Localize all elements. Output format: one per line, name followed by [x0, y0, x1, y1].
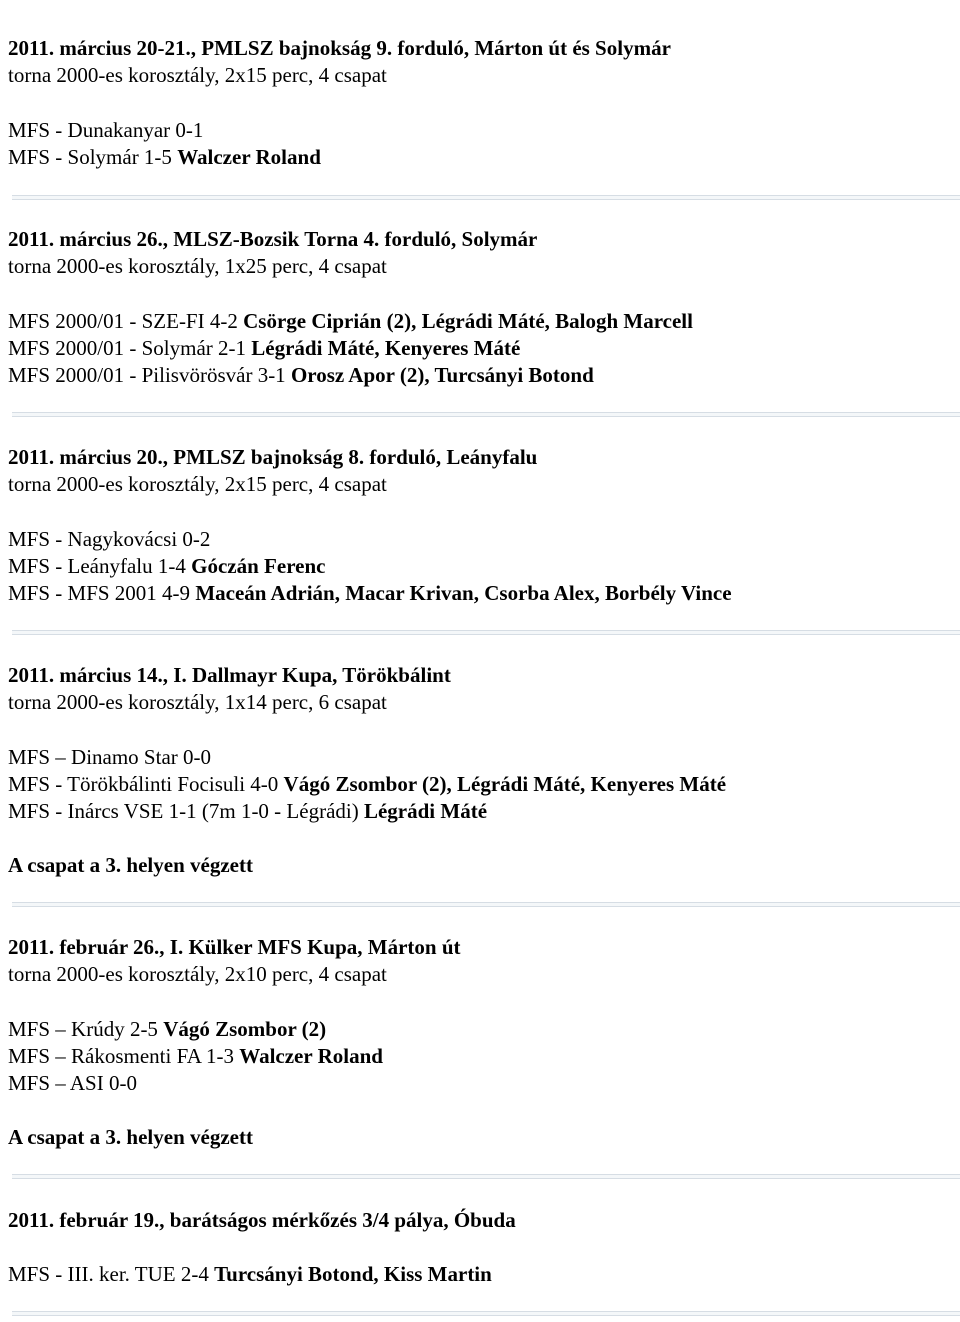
match-result: MFS 2000/01 - Solymár 2-1: [8, 335, 252, 360]
section-date: 2011. február 26.: [8, 935, 160, 959]
match-result: MFS 2000/01 - SZE-FI 4-2: [8, 308, 244, 333]
result-section: [8, 35, 952, 171]
section-divider: [12, 1311, 960, 1316]
match-result: MFS 2000/01 - Pilisvörösvár 3-1: [8, 362, 291, 387]
section-subtitle: torna 2000-es korosztály, 2x10 perc, 4 csapat: [8, 962, 387, 987]
match-line: [8, 1016, 461, 1043]
match-scorers: Góczán Ferenc: [191, 553, 326, 578]
section-subtitle: torna 2000-es korosztály, 2x15 perc, 4 csapat: [8, 472, 387, 497]
match-scorers: Orosz Apor (2), Turcsányi Botond: [290, 362, 594, 387]
match-line: [8, 526, 732, 553]
match-scorers: Vágó Zsombor (2), Légrádi Máté, Kenyeres Máté: [283, 771, 727, 796]
match-scorers: Csörge Ciprián (2), Légrádi Máté, Balogh Marcell: [243, 308, 693, 333]
match-result: MFS - Nagykovácsi 0-2: [8, 526, 211, 551]
section-title: , I. Dallmayr Kupa, Törökbálint: [162, 663, 451, 687]
section-heading: [8, 226, 693, 253]
match-result: MFS – Dinamo Star 0-0: [8, 744, 212, 769]
match-line: [8, 580, 732, 607]
match-line: [8, 553, 732, 580]
match-scorers: Légrádi Máté, Kenyeres Máté: [251, 335, 521, 360]
section-heading: [8, 934, 461, 961]
section-date: 2011. március 14.: [8, 663, 163, 687]
result-section: [8, 934, 461, 1152]
match-line: [8, 144, 952, 171]
match-line: [8, 362, 693, 389]
section-divider: [12, 630, 960, 635]
match-line: [8, 1070, 461, 1097]
match-result: MFS - Solymár 1-5: [8, 144, 178, 169]
section-subtitle: torna 2000-es korosztály, 2x15 perc, 4 csapat: [8, 63, 387, 88]
match-line: [8, 1043, 461, 1070]
section-heading: [8, 35, 952, 62]
section-subtitle: torna 2000-es korosztály, 1x25 perc, 4 csapat: [8, 254, 387, 279]
result-section: [8, 1207, 516, 1289]
result-section: [8, 226, 693, 389]
match-result: MFS – Krúdy 2-5: [8, 1016, 164, 1041]
section-title: , PMLSZ bajnokság 9. forduló, Márton út és Solymár: [190, 36, 671, 60]
match-scorers: Walczer Roland: [239, 1043, 383, 1068]
match-scorers: Turcsányi Botond, Kiss Martin: [214, 1262, 492, 1287]
match-result: MFS - Leányfalu 1-4: [8, 553, 192, 578]
section-title: , MLSZ-Bozsik Torna 4. forduló, Solymár: [162, 227, 538, 251]
section-heading: [8, 444, 732, 471]
match-line: [8, 117, 952, 144]
section-title: , PMLSZ bajnokság 8. forduló, Leányfalu: [162, 445, 538, 469]
match-scorers: Vágó Zsombor (2): [163, 1016, 327, 1041]
results-page: [8, 35, 952, 1287]
match-result: MFS - Dunakanyar 0-1: [8, 117, 204, 142]
result-section: [8, 444, 732, 607]
section-date: 2011. március 20.: [8, 445, 163, 469]
match-result: MFS - Törökbálinti Focisuli 4-0: [8, 771, 284, 796]
match-line: [8, 308, 693, 335]
match-scorers: Légrádi Máté: [363, 798, 488, 823]
match-line: [8, 744, 726, 771]
section-heading: [8, 1207, 516, 1234]
placement-note: A csapat a 3. helyen végzett: [8, 853, 253, 878]
result-section: [8, 662, 726, 880]
section-title: , barátságos mérkőzés 3/4 pálya, Óbuda: [159, 1208, 516, 1232]
match-result: MFS - III. ker. TUE 2-4: [8, 1262, 215, 1287]
section-divider: [12, 902, 960, 907]
section-date: 2011. február 19.: [8, 1208, 160, 1232]
section-divider: [12, 412, 960, 417]
match-result: MFS - MFS 2001 4-9: [8, 580, 196, 605]
section-date: 2011. március 26.: [8, 227, 163, 251]
match-line: [8, 771, 726, 798]
section-title: , I. Külker MFS Kupa, Márton út: [159, 935, 461, 959]
section-date: 2011. március 20-21.: [8, 36, 191, 60]
placement-note: A csapat a 3. helyen végzett: [8, 1125, 253, 1150]
section-subtitle: torna 2000-es korosztály, 1x14 perc, 6 csapat: [8, 690, 387, 715]
section-divider: [12, 1174, 960, 1179]
section-divider: [12, 195, 960, 200]
match-line: [8, 798, 726, 825]
match-scorers: Walczer Roland: [177, 144, 321, 169]
match-result: MFS – ASI 0-0: [8, 1070, 137, 1095]
match-result: MFS – Rákosmenti FA 1-3: [8, 1043, 240, 1068]
match-line: [8, 335, 693, 362]
match-result: MFS - Inárcs VSE 1-1 (7m 1-0 - Légrádi): [8, 798, 364, 823]
match-line: [8, 1261, 516, 1288]
match-scorers: Maceán Adrián, Macar Krivan, Csorba Alex, Borbély Vince: [195, 580, 732, 605]
section-heading: [8, 662, 726, 689]
